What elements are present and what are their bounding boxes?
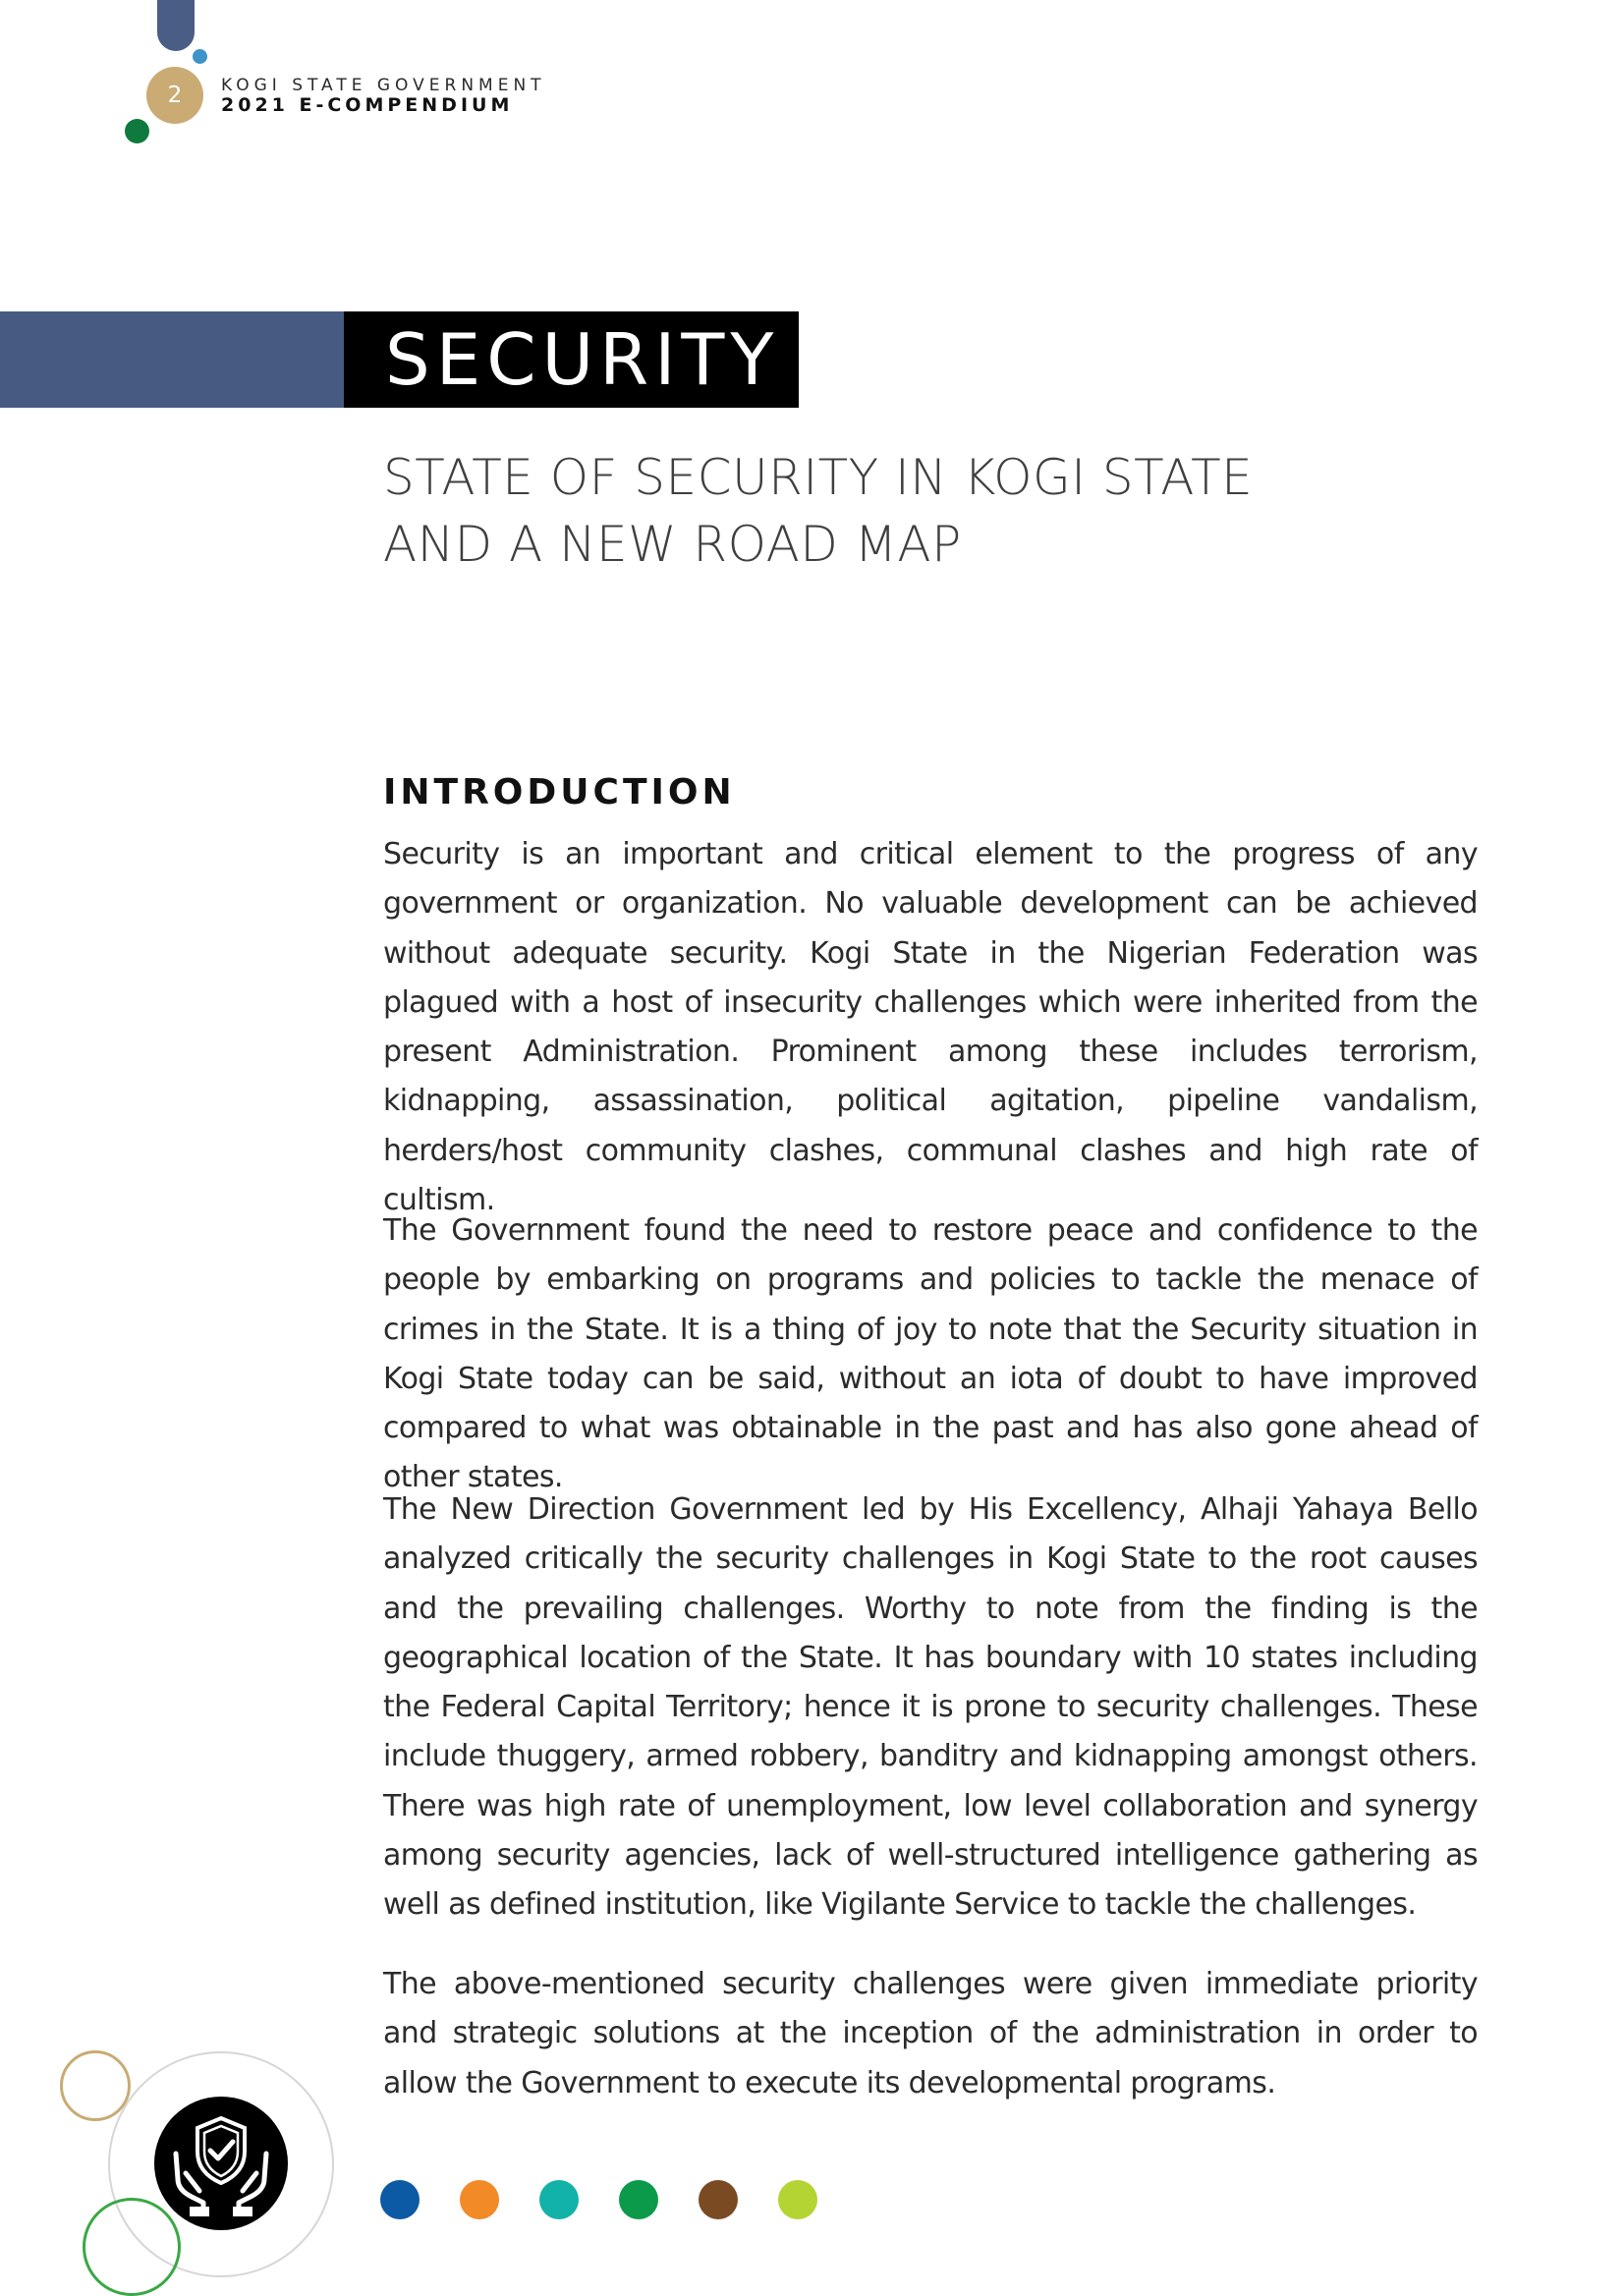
header-doc-title: 2021 E-COMPENDIUM <box>221 94 514 116</box>
section-subtitle-line-2: AND A NEW ROAD MAP <box>383 516 962 573</box>
footer-dot-lime <box>778 2180 817 2219</box>
section-subtitle <box>383 444 1366 578</box>
body-paragraph-2: The Government found the need to restore peace and confidence to the people by embarking on programs and policies to tackle the menace of crimes in the State. It is a thing of joy to note that the Security situation in Kogi State today can be said, without an iota of doubt to have improved compared to what was obtainable in the past and has also gone ahead of other states. <box>383 1213 1478 1495</box>
introduction-heading: INTRODUCTION <box>383 772 736 812</box>
page-number-badge <box>146 67 203 124</box>
header-decor-blue-dot <box>193 49 207 64</box>
body-paragraph-3: The New Direction Government led by His Excellency, Alhaji Yahaya Bello analyzed critically the security challenges in Kogi State to the root causes and the prevailing challenges. Worthy to note from the finding is the geographical location of the State. It has boundary with 10 states including the Federal Capital Territory; hence it is prone to security challenges. These include thuggery, armed robbery, banditry and kidnapping amongst others. There was high rate of unemployment, low level collaboration and synergy among security agencies, lack of well-structured intelligence gathering as well as defined institution, like Vigilante Service to tackle the challenges. <box>383 1492 1478 1923</box>
body-paragraph-4: The above-mentioned security challenges were given immediate priority and strategic solutions at the inception of the administration in order to allow the Government to execute its developmental programs. <box>383 1967 1478 2100</box>
footer-dot-brown <box>699 2180 738 2219</box>
footer-dot-teal <box>539 2180 579 2219</box>
emblem-gold-ring <box>60 2050 131 2121</box>
footer-dot-orange <box>460 2180 499 2219</box>
header-decor-green-dot <box>125 119 149 143</box>
section-subtitle-line-1: STATE OF SECURITY IN KOGI STATE <box>383 449 1254 506</box>
header-org-name: KOGI STATE GOVERNMENT <box>221 76 546 95</box>
hands-shield-icon <box>154 2097 288 2230</box>
section-title: SECURITY <box>385 318 780 401</box>
header-decor-pill <box>157 0 195 51</box>
body-paragraph-1: Security is an important and critical element to the progress of any government or organization. No valuable development can be achieved without adequate security. Kogi State in the Nigerian Federation was plagued with a host of insecurity challenges which were inherited from the present Administration. Prominent among these includes terrorism, kidnapping, assassination, political agitation, pipeline vandalism, herders/host community clashes, communal clashes and high rate of cultism. <box>383 837 1478 1218</box>
footer-dot-green <box>619 2180 658 2219</box>
footer-dot-blue <box>380 2180 420 2219</box>
section-banner-bar <box>0 311 346 408</box>
page-number: 2 <box>167 83 183 108</box>
